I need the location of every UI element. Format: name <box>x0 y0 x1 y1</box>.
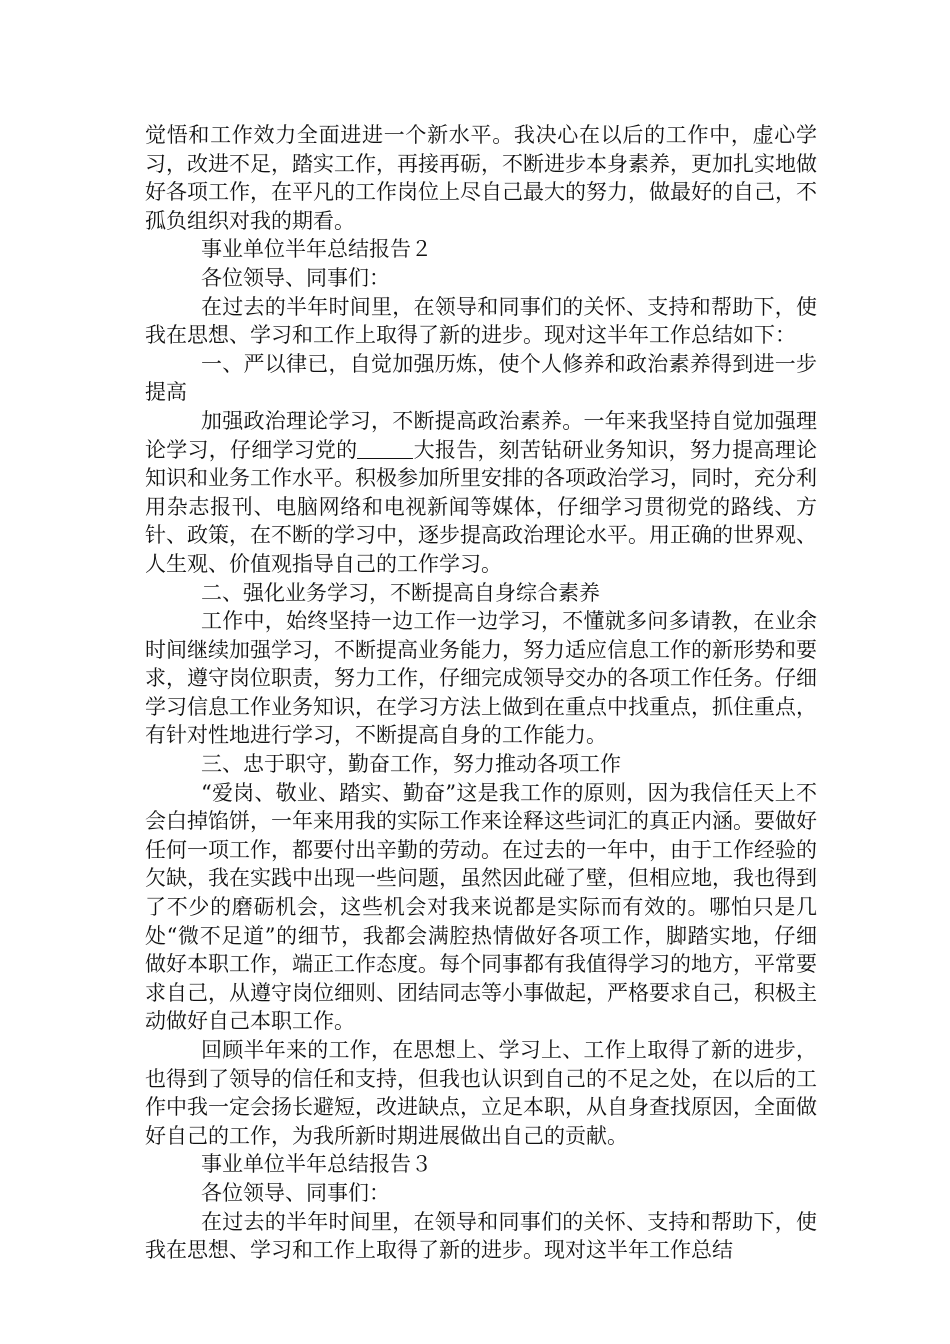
intro-paragraph-2: 在过去的半年时间里，在领导和同事们的关怀、支持和帮助下，使我在思想、学习和工作上取得了新的进步。现对这半年工作总结如下： <box>145 294 817 348</box>
report-title-2: 事业单位半年总结报告２ <box>201 237 432 262</box>
body-paragraph-review: 回顾半年来的工作，在思想上、学习上、工作上取得了新的进步，也得到了领导的信任和支持，但我也认识到自己的不足之处，在以后的工作中我一定会扬长避短，改进缺点，立足本职，从自身查找原因，全面做好自己的工作，为我所新时期进展做出自己的贡献。 <box>145 1038 817 1148</box>
section-heading-2: 二、强化业务学习，不断提高自身综合素养 <box>201 580 600 605</box>
political-study-text-a: 加强政治理论学习，不断提高政治素养。一年来我坚持自觉加强理论学习，仔细学习党的 <box>145 408 817 462</box>
document-page <box>145 121 817 1265</box>
body-paragraph-continuation: 觉悟和工作效力全面进进一个新水平。我决心在以后的工作中，虚心学习，改进不足，踏实工作，再接再砺，不断进步本身素养，更加扎实地做好各项工作，在平凡的工作岗位上尽自己最大的努力，做最好的自己，不孤负组织对我的期看。 <box>145 123 817 233</box>
section-heading-3: 三、忠于职守，勤奋工作，努力推动各项工作 <box>201 752 621 777</box>
body-paragraph-work-principles: “爱岗、敬业、踏实、勤奋”这是我工作的原则，因为我信任天上不会白掉馅饼，一年来用我的实际工作来诠释这些词汇的真正内涵。要做好任何一项工作，都要付出辛勤的劳动。在过去的一年中，由于工作经验的欠缺，我在实践中出现一些问题，虽然因此碰了壁，但相应地，我也得到了不少的磨砺机会，这些机会对我来说都是实际而有效的。哪怕只是几处“微不足道”的细节，我都会满腔热情做好各项工作，脚踏实地，仔细做好本职工作，端正工作态度。每个同事都有我值得学习的地方，平常要求自己，从遵守岗位细则、团结同志等小事做起，严格要求自己，积极主动做好自己本职工作。 <box>145 780 817 1034</box>
political-study-text-b: 大报告，刻苦钻研业务知识，努力提高理论知识和业务工作水平。积极参加所里安排的各项政治学习，同时，充分利用杂志报刊、电脑网络和电视新闻等媒体，仔细学习贯彻党的路线、方针、政策，在不断的学习中，逐步提高政治理论水平。用正确的世界观、人生观、价值观指导自己的工作学习。 <box>145 437 818 576</box>
intro-paragraph-3: 在过去的半年时间里，在领导和同事们的关怀、支持和帮助下，使我在思想、学习和工作上取得了新的进步。现对这半年工作总结 <box>145 1209 817 1263</box>
report-title-3: 事业单位半年总结报告３ <box>201 1152 432 1177</box>
section-heading-1: 一、严以律已，自觉加强历炼，使个人修养和政治素养得到进一步提高 <box>145 351 817 405</box>
salutation-2: 各位领导、同事们： <box>201 265 390 290</box>
fill-in-blank <box>357 440 413 459</box>
body-paragraph-business-study: 工作中，始终坚持一边工作一边学习，不懂就多问多请教，在业余时间继续加强学习，不断提高业务能力，努力适应信息工作的新形势和要求，遵守岗位职责，努力工作，仔细完成领导交办的各项工作任务。仔细学习信息工作业务知识，在学习方法上做到在重点中找重点，抓住重点，有针对性地进行学习，不断提高自身的工作能力。 <box>145 609 817 748</box>
salutation-3: 各位领导、同事们： <box>201 1180 390 1205</box>
body-paragraph-political-study <box>145 407 817 579</box>
